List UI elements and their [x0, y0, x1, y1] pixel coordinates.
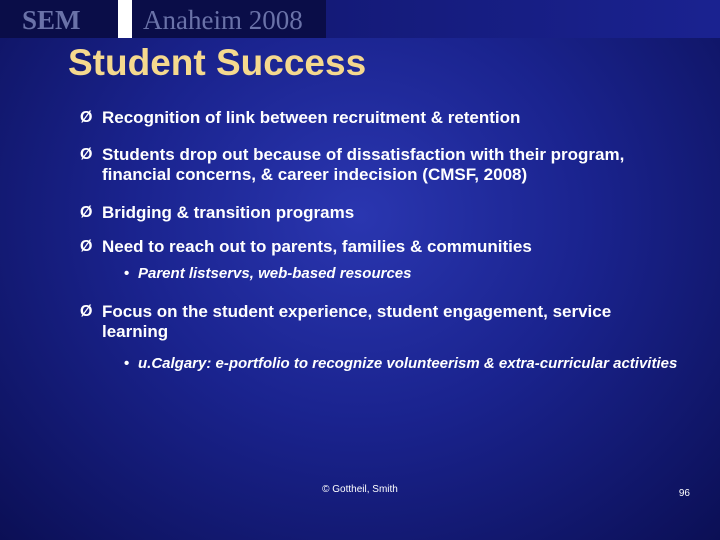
bullet-text: Recognition of link between recruitment & retention [102, 108, 521, 127]
header-venue-label: Anaheim 2008 [143, 5, 303, 35]
header-divider [118, 0, 132, 38]
sub-bullet-text: Parent listservs, web-based resources [138, 265, 412, 282]
footer-credit: © Gottheil, Smith [322, 484, 398, 495]
sub-bullet-item [80, 355, 678, 373]
sub-bullet-dot-icon: • [124, 355, 130, 372]
bullet-arrow-icon: Ø [80, 303, 93, 320]
bullet-text: Bridging & transition programs [102, 203, 355, 222]
bullet-text: Focus on the student experience, student engagement, service learning [102, 302, 612, 341]
bullet-arrow-icon: Ø [80, 109, 93, 126]
sub-bullet-text: u.Calgary: e-portfolio to recognize volunteerism & extra-curricular activities [138, 355, 678, 372]
bullet-text: Need to reach out to parents, families & communities [102, 237, 532, 256]
bullet-item [80, 237, 680, 257]
bullet-item [80, 145, 680, 185]
header-sem-label: SEM [22, 5, 81, 35]
bullet-item [80, 108, 680, 128]
bullet-arrow-icon: Ø [80, 146, 93, 163]
header-strip [326, 0, 720, 38]
bullet-item [80, 203, 680, 223]
sub-bullet-item [80, 265, 680, 283]
bullet-list [80, 108, 680, 373]
page-number: 96 [678, 488, 690, 499]
sub-bullet-dot-icon: • [124, 265, 130, 282]
bullet-text: Students drop out because of dissatisfaction with their program, financial concerns, & career indecision (CMSF, 2008) [102, 145, 625, 184]
bullet-item [80, 302, 680, 342]
bullet-arrow-icon: Ø [80, 204, 93, 221]
slide-title: Student Success [68, 42, 367, 83]
bullet-arrow-icon: Ø [80, 238, 93, 255]
